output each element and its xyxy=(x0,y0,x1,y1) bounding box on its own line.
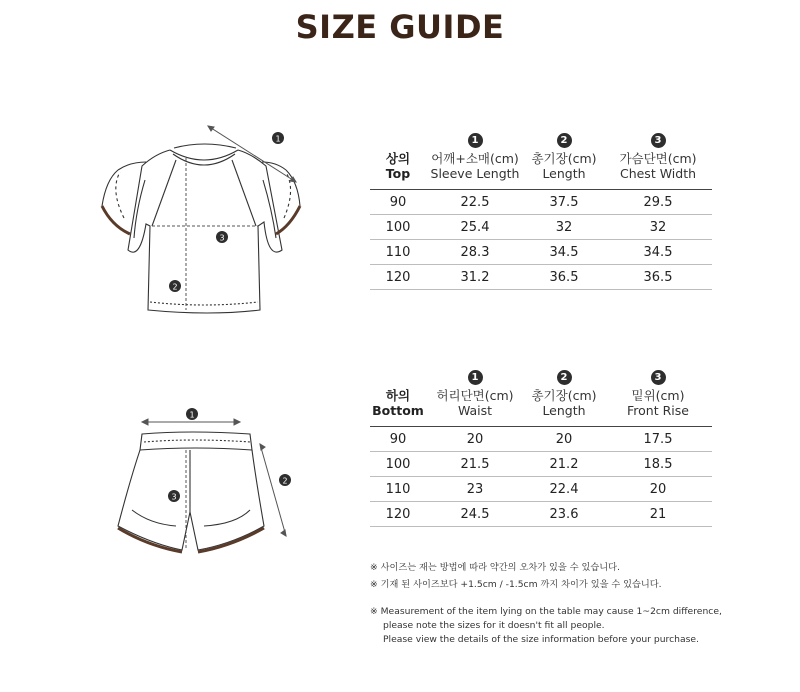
svg-text:2: 2 xyxy=(172,282,178,292)
note-en-1: ※ Measurement of the item lying on the table may cause 1~2cm difference, xyxy=(370,606,722,617)
top-garment-illustration xyxy=(90,110,320,330)
note-en-3: Please view the details of the size information before your purchase. xyxy=(383,634,699,645)
column-header: 허리단면(cm) Waist xyxy=(426,387,524,427)
top-size-table xyxy=(370,128,712,290)
column-header: 총기장(cm) Length xyxy=(524,387,604,427)
note-en-2: please note the sizes for it doesn't fit all people. xyxy=(383,620,605,631)
svg-text:3: 3 xyxy=(171,492,177,502)
table-row: 110 23 22.4 20 xyxy=(370,477,712,502)
column-marker: 1 xyxy=(468,133,483,148)
svg-text:2: 2 xyxy=(282,476,288,486)
bottom-size-table xyxy=(370,365,712,527)
table-row: 100 25.4 32 32 xyxy=(370,215,712,240)
column-marker: 1 xyxy=(468,370,483,385)
table-row: 120 24.5 23.6 21 xyxy=(370,502,712,527)
bottom-garment-illustration xyxy=(100,400,310,570)
table-row: 90 20 20 17.5 xyxy=(370,427,712,452)
bottom-row-header: 하의 Bottom xyxy=(370,387,426,427)
svg-text:1: 1 xyxy=(275,134,281,144)
column-header: 가슴단면(cm) Chest Width xyxy=(604,150,712,190)
table-row: 90 22.5 37.5 29.5 xyxy=(370,190,712,215)
column-header: 총기장(cm) Length xyxy=(524,150,604,190)
column-header: 어깨+소매(cm) Sleeve Length xyxy=(426,150,524,190)
column-marker: 3 xyxy=(651,370,666,385)
svg-text:1: 1 xyxy=(189,410,195,420)
svg-text:3: 3 xyxy=(219,233,225,243)
table-row: 120 31.2 36.5 36.5 xyxy=(370,265,712,290)
column-marker: 2 xyxy=(557,370,572,385)
column-marker: 2 xyxy=(557,133,572,148)
page-title: SIZE GUIDE xyxy=(295,8,505,46)
notes-block xyxy=(370,561,722,647)
column-header: 밑위(cm) Front Rise xyxy=(604,387,712,427)
column-marker: 3 xyxy=(651,133,666,148)
note-ko-1: ※ 사이즈는 재는 방법에 따라 약간의 오차가 있을 수 있습니다. xyxy=(370,562,620,573)
top-row-header: 상의 Top xyxy=(370,150,426,190)
note-ko-2: ※ 기재 된 사이즈보다 +1.5cm / -1.5cm 까지 차이가 있을 수 있습니다. xyxy=(370,579,662,590)
table-row: 100 21.5 21.2 18.5 xyxy=(370,452,712,477)
table-row: 110 28.3 34.5 34.5 xyxy=(370,240,712,265)
